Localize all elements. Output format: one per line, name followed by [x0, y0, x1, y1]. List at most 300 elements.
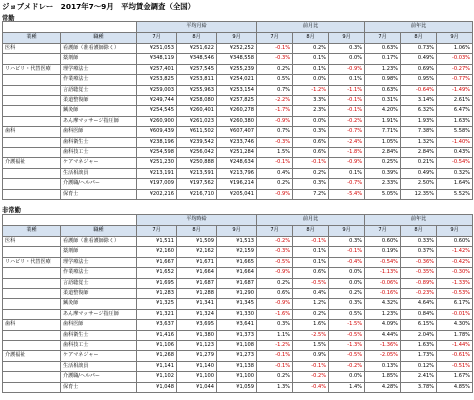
yoy-value: 5.52% [437, 189, 473, 199]
avg-value: ¥257,825 [217, 96, 257, 106]
prev-value: 0.5% [329, 309, 365, 319]
yoy-value: 5.05% [365, 189, 401, 199]
table-row [3, 106, 473, 116]
prev-value: 0.5% [257, 75, 293, 85]
yoy-value: -0.53% [437, 289, 473, 299]
prev-value: 1.3% [257, 382, 293, 392]
industry-cell: 医科 [3, 44, 61, 54]
avg-value: ¥1,325 [137, 299, 177, 309]
avg-value: ¥1,341 [177, 299, 217, 309]
yoy-value: 2.84% [401, 148, 437, 158]
yoy-value: 0.21% [401, 158, 437, 168]
header-month: 7月 [137, 226, 177, 237]
table-row [3, 320, 473, 330]
prev-value: -2.4% [329, 137, 365, 147]
industry-cell [3, 85, 61, 95]
yoy-value: 1.73% [401, 351, 437, 361]
prev-value: -0.1% [329, 106, 365, 116]
prev-value: 0.2% [257, 278, 293, 288]
prev-value: -0.9% [329, 158, 365, 168]
avg-value: ¥213,796 [217, 168, 257, 178]
avg-value: ¥254,545 [137, 106, 177, 116]
header-month: 9月 [217, 33, 257, 44]
avg-value: ¥253,825 [137, 75, 177, 85]
prev-value: 0.3% [329, 44, 365, 54]
prev-value: -0.1% [329, 96, 365, 106]
header-month: 8月 [177, 226, 217, 237]
job-cell: 鍼灸師 [61, 299, 137, 309]
avg-value: ¥1,059 [217, 382, 257, 392]
avg-value: ¥253,154 [217, 85, 257, 95]
industry-cell [3, 268, 61, 278]
table-row [3, 127, 473, 137]
yoy-value: 1.06% [437, 44, 473, 54]
prev-value: 1.5% [257, 148, 293, 158]
table-row [3, 361, 473, 371]
table-row [3, 96, 473, 106]
yoy-value: 0.13% [365, 361, 401, 371]
prev-value: 0.6% [293, 148, 329, 158]
job-cell: 薬剤師 [61, 54, 137, 64]
avg-value: ¥1,141 [137, 361, 177, 371]
prev-value: 0.6% [293, 137, 329, 147]
industry-cell [3, 179, 61, 189]
avg-value: ¥258,080 [177, 96, 217, 106]
table-row [3, 257, 473, 267]
avg-value: ¥254,598 [137, 148, 177, 158]
industry-cell [3, 148, 61, 158]
job-cell: ケアマネジャー [61, 158, 137, 168]
header-month: 7月 [257, 226, 293, 237]
yoy-value: 0.60% [437, 237, 473, 247]
yoy-value: 0.33% [401, 237, 437, 247]
job-cell: 歯科医師 [61, 127, 137, 137]
prev-value: -0.5% [329, 330, 365, 340]
prev-value: 0.3% [329, 237, 365, 247]
table-row [3, 54, 473, 64]
table-row [3, 64, 473, 74]
prev-value: 0.2% [329, 289, 365, 299]
yoy-value: 0.39% [365, 168, 401, 178]
avg-value: ¥1,695 [137, 278, 177, 288]
prev-value: -2.5% [293, 330, 329, 340]
avg-value: ¥239,542 [177, 137, 217, 147]
job-cell: あん摩マッサージ指圧師 [61, 309, 137, 319]
avg-value: ¥2,162 [177, 247, 217, 257]
avg-value: ¥251,284 [217, 148, 257, 158]
header-group-prev-month: 前月比 [257, 22, 365, 33]
table-row [3, 309, 473, 319]
avg-value: ¥1,102 [137, 372, 177, 382]
prev-value: 7.2% [293, 189, 329, 199]
industry-cell [3, 137, 61, 147]
yoy-value: 0.84% [401, 309, 437, 319]
table-row [3, 289, 473, 299]
header-month: 8月 [177, 33, 217, 44]
prev-value: -0.1% [329, 247, 365, 257]
yoy-value: 0.49% [401, 168, 437, 178]
yoy-value: 5.58% [437, 127, 473, 137]
yoy-value: 0.95% [401, 75, 437, 85]
avg-value: ¥257,545 [177, 64, 217, 74]
yoy-value: 1.78% [437, 330, 473, 340]
avg-value: ¥1,664 [177, 268, 217, 278]
yoy-value: 0.49% [401, 54, 437, 64]
header-month: 7月 [365, 226, 401, 237]
header-month: 7月 [137, 33, 177, 44]
table-row [3, 75, 473, 85]
prev-value: 1.1% [257, 330, 293, 340]
industry-cell: リハビリ・代替医療 [3, 64, 61, 74]
industry-cell [3, 75, 61, 85]
avg-value: ¥249,744 [137, 96, 177, 106]
yoy-value: 1.91% [365, 116, 401, 126]
yoy-value: 0.73% [401, 44, 437, 54]
yoy-value: -1.36% [365, 341, 401, 351]
header-month: 8月 [401, 226, 437, 237]
prev-value: -0.3% [257, 54, 293, 64]
yoy-value: 0.19% [365, 247, 401, 257]
yoy-value: 0.69% [401, 64, 437, 74]
prev-value: -0.7% [329, 179, 365, 189]
industry-cell [3, 361, 61, 371]
prev-value: 0.2% [293, 168, 329, 178]
table-row [3, 278, 473, 288]
prev-value: -0.5% [293, 278, 329, 288]
job-cell: 言語聴覚士 [61, 278, 137, 288]
industry-cell: 介護福祉 [3, 351, 61, 361]
prev-value: -0.1% [257, 158, 293, 168]
yoy-value: 1.64% [437, 179, 473, 189]
yoy-value: -0.03% [437, 54, 473, 64]
yoy-value: 4.44% [365, 330, 401, 340]
yoy-value: 1.85% [365, 372, 401, 382]
prev-value: 0.6% [257, 289, 293, 299]
header-month: 7月 [257, 33, 293, 44]
prev-value: 0.3% [293, 127, 329, 137]
yoy-value: -1.13% [365, 268, 401, 278]
yoy-value: -0.61% [437, 351, 473, 361]
table-row [3, 351, 473, 361]
industry-cell: リハビリ・代替医療 [3, 257, 61, 267]
wage-table-parttime [2, 214, 473, 393]
avg-value: ¥1,108 [217, 341, 257, 351]
prev-value: -2.2% [257, 96, 293, 106]
header-month: 9月 [217, 226, 257, 237]
table-row [3, 137, 473, 147]
yoy-value: 4.32% [365, 299, 401, 309]
yoy-value: -0.27% [437, 64, 473, 74]
avg-value: ¥251,053 [137, 44, 177, 54]
job-cell: 看護師（准看護師除く） [61, 44, 137, 54]
yoy-value: 2.61% [437, 96, 473, 106]
avg-value: ¥252,252 [217, 44, 257, 54]
yoy-value: 12.35% [401, 189, 437, 199]
yoy-value: -0.64% [401, 85, 437, 95]
job-cell: 作業療法士 [61, 268, 137, 278]
avg-value: ¥1,664 [217, 268, 257, 278]
avg-value: ¥1,380 [177, 330, 217, 340]
table-row [3, 341, 473, 351]
job-cell: 柔道整復師 [61, 96, 137, 106]
prev-value: -0.5% [257, 257, 293, 267]
avg-value: ¥1,373 [217, 330, 257, 340]
yoy-value: 0.25% [365, 158, 401, 168]
yoy-value: 2.50% [401, 179, 437, 189]
table-row [3, 237, 473, 247]
prev-value: -0.3% [257, 137, 293, 147]
yoy-value: -0.36% [401, 257, 437, 267]
prev-value: -1.7% [257, 106, 293, 116]
avg-value: ¥260,278 [217, 106, 257, 116]
prev-value: 0.6% [293, 268, 329, 278]
page-title: ジョブメドレー 2017年7〜9月 平均賃金調査（全国） [2, 2, 196, 11]
prev-value: 0.9% [293, 351, 329, 361]
prev-value: -0.9% [257, 189, 293, 199]
table-row [3, 299, 473, 309]
prev-value: -0.1% [257, 44, 293, 54]
avg-value: ¥197,562 [177, 179, 217, 189]
prev-value: -0.3% [257, 247, 293, 257]
yoy-value: 0.37% [401, 247, 437, 257]
industry-cell [3, 299, 61, 309]
avg-value: ¥248,634 [217, 158, 257, 168]
avg-value: ¥1,324 [177, 309, 217, 319]
yoy-value: -0.54% [437, 158, 473, 168]
yoy-value: -0.23% [401, 289, 437, 299]
prev-value: 0.1% [329, 75, 365, 85]
avg-value: ¥255,239 [217, 64, 257, 74]
prev-value: -0.2% [293, 372, 329, 382]
industry-cell [3, 309, 61, 319]
prev-value: -0.2% [329, 116, 365, 126]
prev-value: -0.4% [329, 257, 365, 267]
yoy-value: 2.41% [401, 372, 437, 382]
job-cell: 作業療法士 [61, 75, 137, 85]
job-cell: 介護職/ヘルパー [61, 179, 137, 189]
avg-value: ¥1,321 [137, 309, 177, 319]
yoy-value: 7.38% [401, 127, 437, 137]
yoy-value: -0.89% [401, 278, 437, 288]
avg-value: ¥1,048 [137, 382, 177, 392]
job-cell: 柔道整復師 [61, 289, 137, 299]
header-job: 職種 [61, 33, 137, 44]
table-row [3, 189, 473, 199]
prev-value: 0.0% [329, 54, 365, 64]
industry-cell [3, 189, 61, 199]
avg-value: ¥1,513 [217, 237, 257, 247]
avg-value: ¥197,009 [137, 179, 177, 189]
yoy-value: 1.63% [401, 341, 437, 351]
job-cell: 薬剤師 [61, 247, 137, 257]
prev-value: 1.6% [293, 320, 329, 330]
job-cell: 歯科衛生士 [61, 137, 137, 147]
avg-value: ¥1,100 [217, 372, 257, 382]
job-cell: あん摩マッサージ指圧師 [61, 116, 137, 126]
yoy-value: -0.51% [437, 361, 473, 371]
yoy-value: 1.93% [401, 116, 437, 126]
table-row [3, 85, 473, 95]
avg-value: ¥1,330 [217, 309, 257, 319]
yoy-value: 2.33% [365, 179, 401, 189]
prev-value: 0.1% [293, 257, 329, 267]
avg-value: ¥348,546 [177, 54, 217, 64]
header-month: 8月 [293, 226, 329, 237]
header-group-prev-month: 前月比 [257, 215, 365, 226]
header-blank [3, 22, 137, 33]
avg-value: ¥1,665 [217, 257, 257, 267]
industry-cell [3, 54, 61, 64]
avg-value: ¥251,622 [177, 44, 217, 54]
avg-value: ¥261,023 [177, 116, 217, 126]
avg-value: ¥1,279 [177, 351, 217, 361]
avg-value: ¥1,416 [137, 330, 177, 340]
job-cell: 歯科技工士 [61, 341, 137, 351]
prev-value: 0.7% [257, 85, 293, 95]
avg-value: ¥1,511 [137, 237, 177, 247]
avg-value: ¥213,191 [137, 168, 177, 178]
avg-value: ¥202,216 [137, 189, 177, 199]
industry-cell [3, 247, 61, 257]
avg-value: ¥251,230 [137, 158, 177, 168]
yoy-value: 6.17% [437, 299, 473, 309]
job-cell: 保育士 [61, 382, 137, 392]
section-label-fulltime: 常勤 [2, 15, 15, 22]
yoy-value: 2.04% [401, 330, 437, 340]
prev-value: -1.6% [257, 309, 293, 319]
yoy-value: 0.60% [365, 237, 401, 247]
table-row [3, 247, 473, 257]
prev-value: 0.2% [257, 64, 293, 74]
header-month: 9月 [437, 226, 473, 237]
job-cell: 生活相談員 [61, 168, 137, 178]
yoy-value: 0.32% [437, 168, 473, 178]
prev-value: -0.1% [293, 361, 329, 371]
avg-value: ¥1,667 [137, 257, 177, 267]
prev-value: -0.9% [329, 64, 365, 74]
yoy-value: 4.30% [437, 320, 473, 330]
header-group-average: 平均時給 [137, 215, 257, 226]
yoy-value: 1.05% [365, 137, 401, 147]
prev-value: -0.1% [257, 361, 293, 371]
prev-value: 0.0% [293, 116, 329, 126]
prev-value: 0.1% [329, 168, 365, 178]
prev-value: -0.1% [293, 237, 329, 247]
yoy-value: 0.98% [365, 75, 401, 85]
prev-value: 0.7% [257, 127, 293, 137]
prev-value: -0.2% [329, 361, 365, 371]
yoy-value: 3.78% [401, 382, 437, 392]
prev-value: -1.1% [329, 85, 365, 95]
header-month: 9月 [329, 33, 365, 44]
yoy-value: 6.15% [401, 320, 437, 330]
industry-cell [3, 106, 61, 116]
prev-value: -0.7% [329, 127, 365, 137]
avg-value: ¥1,273 [217, 351, 257, 361]
industry-cell [3, 382, 61, 392]
prev-value: 0.0% [293, 75, 329, 85]
prev-value: 0.2% [293, 309, 329, 319]
industry-cell: 医科 [3, 237, 61, 247]
prev-value: 0.4% [257, 168, 293, 178]
table-row [3, 44, 473, 54]
industry-cell [3, 372, 61, 382]
yoy-value: 1.23% [365, 64, 401, 74]
avg-value: ¥260,900 [137, 116, 177, 126]
prev-value: 0.0% [329, 268, 365, 278]
avg-value: ¥238,196 [137, 137, 177, 147]
avg-value: ¥1,288 [177, 289, 217, 299]
industry-cell: 歯科 [3, 127, 61, 137]
yoy-value: -0.30% [437, 268, 473, 278]
avg-value: ¥1,123 [177, 341, 217, 351]
avg-value: ¥1,268 [137, 351, 177, 361]
yoy-value: 4.28% [365, 382, 401, 392]
job-cell: 生活相談員 [61, 361, 137, 371]
header-job: 職種 [61, 226, 137, 237]
avg-value: ¥254,021 [217, 75, 257, 85]
prev-value: -1.5% [329, 320, 365, 330]
prev-value: -0.2% [257, 237, 293, 247]
yoy-value: 0.17% [365, 54, 401, 64]
avg-value: ¥205,041 [217, 189, 257, 199]
prev-value: 1.5% [293, 341, 329, 351]
yoy-value: 0.12% [401, 361, 437, 371]
yoy-value: 1.32% [401, 137, 437, 147]
header-industry: 業種 [3, 33, 61, 44]
prev-value: -0.1% [293, 158, 329, 168]
industry-cell [3, 168, 61, 178]
industry-cell [3, 330, 61, 340]
prev-value: 0.2% [293, 44, 329, 54]
avg-value: ¥348,558 [217, 54, 257, 64]
avg-value: ¥348,119 [137, 54, 177, 64]
yoy-value: 7.71% [365, 127, 401, 137]
yoy-value: 3.14% [401, 96, 437, 106]
industry-cell [3, 96, 61, 106]
table-row [3, 268, 473, 278]
avg-value: ¥1,138 [217, 361, 257, 371]
industry-cell [3, 116, 61, 126]
yoy-value: -0.77% [437, 75, 473, 85]
avg-value: ¥259,003 [137, 85, 177, 95]
avg-value: ¥216,710 [177, 189, 217, 199]
avg-value: ¥253,811 [177, 75, 217, 85]
avg-value: ¥1,671 [177, 257, 217, 267]
header-month: 9月 [437, 33, 473, 44]
avg-value: ¥1,140 [177, 361, 217, 371]
header-industry: 業種 [3, 226, 61, 237]
job-cell: 理学療法士 [61, 257, 137, 267]
job-cell: 看護師（准看護師除く） [61, 237, 137, 247]
job-cell: 歯科医師 [61, 320, 137, 330]
yoy-value: -1.33% [437, 278, 473, 288]
prev-value: -1.8% [329, 148, 365, 158]
header-blank [3, 215, 137, 226]
table-row [3, 330, 473, 340]
yoy-value: -2.05% [365, 351, 401, 361]
yoy-value: 0.31% [365, 96, 401, 106]
avg-value: ¥3,637 [137, 320, 177, 330]
table-row [3, 179, 473, 189]
table-row [3, 158, 473, 168]
table-row [3, 168, 473, 178]
prev-value: 0.3% [329, 299, 365, 309]
industry-cell [3, 341, 61, 351]
avg-value: ¥1,290 [217, 289, 257, 299]
header-group-prev-year: 前年比 [365, 215, 473, 226]
prev-value: -1.3% [329, 341, 365, 351]
